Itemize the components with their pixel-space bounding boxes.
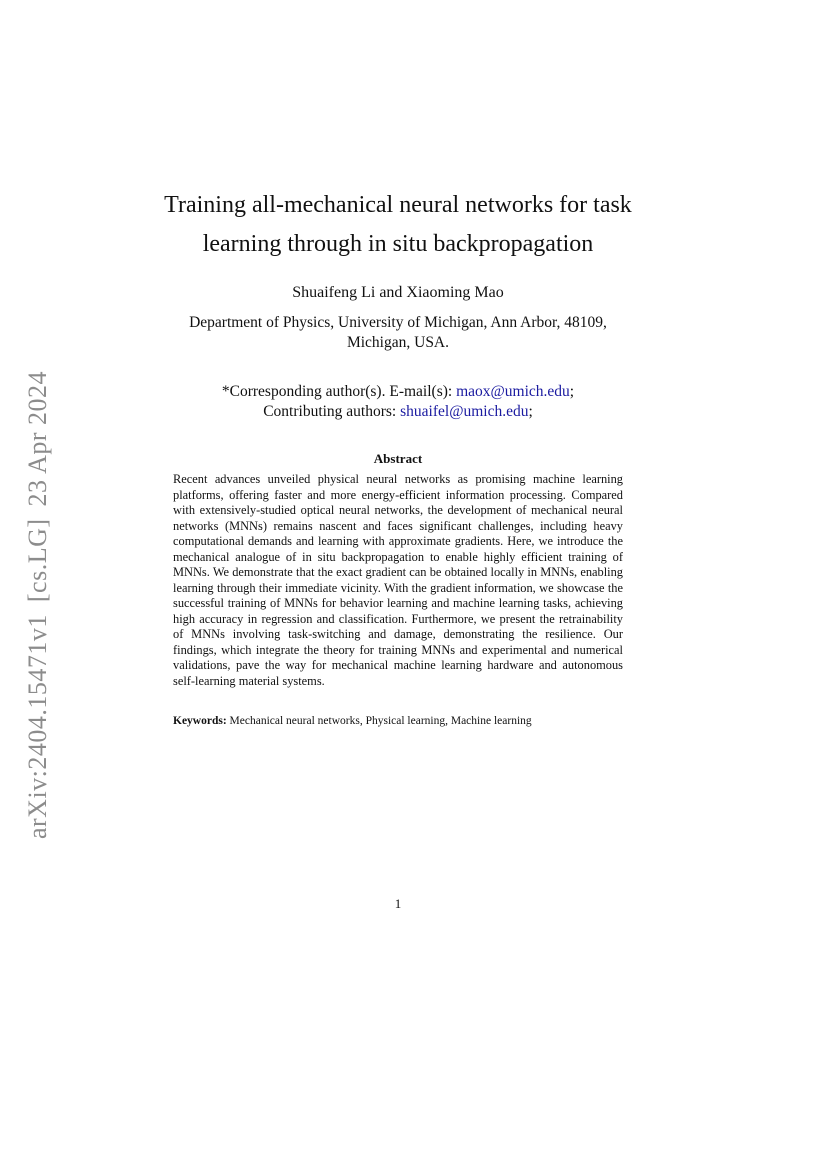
- corresponding-label: *Corresponding author(s). E-mail(s):: [221, 383, 453, 400]
- contributing-email-link[interactable]: shuaifel@umich.edu: [400, 403, 529, 420]
- arxiv-side-stamp: [23, 371, 53, 839]
- contributing-authors-line: [140, 402, 656, 422]
- title-line-2: learning through in situ backpropagation: [202, 231, 594, 257]
- affiliation-line-2: Michigan, USA.: [346, 334, 450, 351]
- abstract-heading: Abstract: [373, 451, 423, 466]
- contributing-suffix: ;: [528, 403, 533, 420]
- affiliation-line-1: Department of Physics, University of Michigan, Ann Arbor, 48109,: [189, 314, 607, 331]
- arxiv-category: [cs.LG]: [23, 518, 52, 603]
- keywords-label: Keywords:: [173, 715, 227, 727]
- arxiv-id: arXiv:2404.15471v1: [23, 614, 52, 840]
- paper-title: [140, 186, 656, 264]
- corresponding-suffix: ;: [569, 383, 575, 400]
- author-list: Shuaifeng Li and Xiaoming Mao: [292, 284, 504, 301]
- keywords-text: Mechanical neural networks, Physical learning, Machine learning: [229, 715, 532, 727]
- contact-info: [140, 382, 656, 422]
- arxiv-date: 23 Apr 2024: [23, 370, 52, 507]
- affiliation: [160, 313, 636, 353]
- page-number: 1: [394, 896, 402, 911]
- corresponding-email-link[interactable]: maox@umich.edu: [456, 383, 570, 400]
- abstract-text: Recent advances unveiled physical neural networks as promising machine learning platforms, offering faster and more energy-efficient information processing. Compared with extensively-studied optical neural networks, the development of mechanical neural networks (MNNs) remains nascent and faces significant challenges, including heavy computational demands and learning with approximate gradients. Here, we introduce the mechanical analogue of in situ backpropagation to enable highly efficient training of MNNs. We demonstrate that the exact gradient can be obtained locally in MNNs, enabling learning through their immediate vicinity. With the gradient information, we showcase the successful training of MNNs for behavior learning and machine learning tasks, achieving high accuracy in regression and classification. Furthermore, we present the retrainability of MNNs involving task-switching and damage, demonstrating the resilience. Our findings, which integrate the theory for training MNNs and experimental and numerical validations, pave the way for mechanical machine learning hardware and autonomous self-learning material systems.: [173, 472, 623, 688]
- corresponding-author-line: [140, 382, 656, 402]
- contributing-label: Contributing authors:: [263, 403, 397, 420]
- title-line-1: Training all-mechanical neural networks for task: [164, 192, 632, 218]
- keywords: [173, 714, 623, 728]
